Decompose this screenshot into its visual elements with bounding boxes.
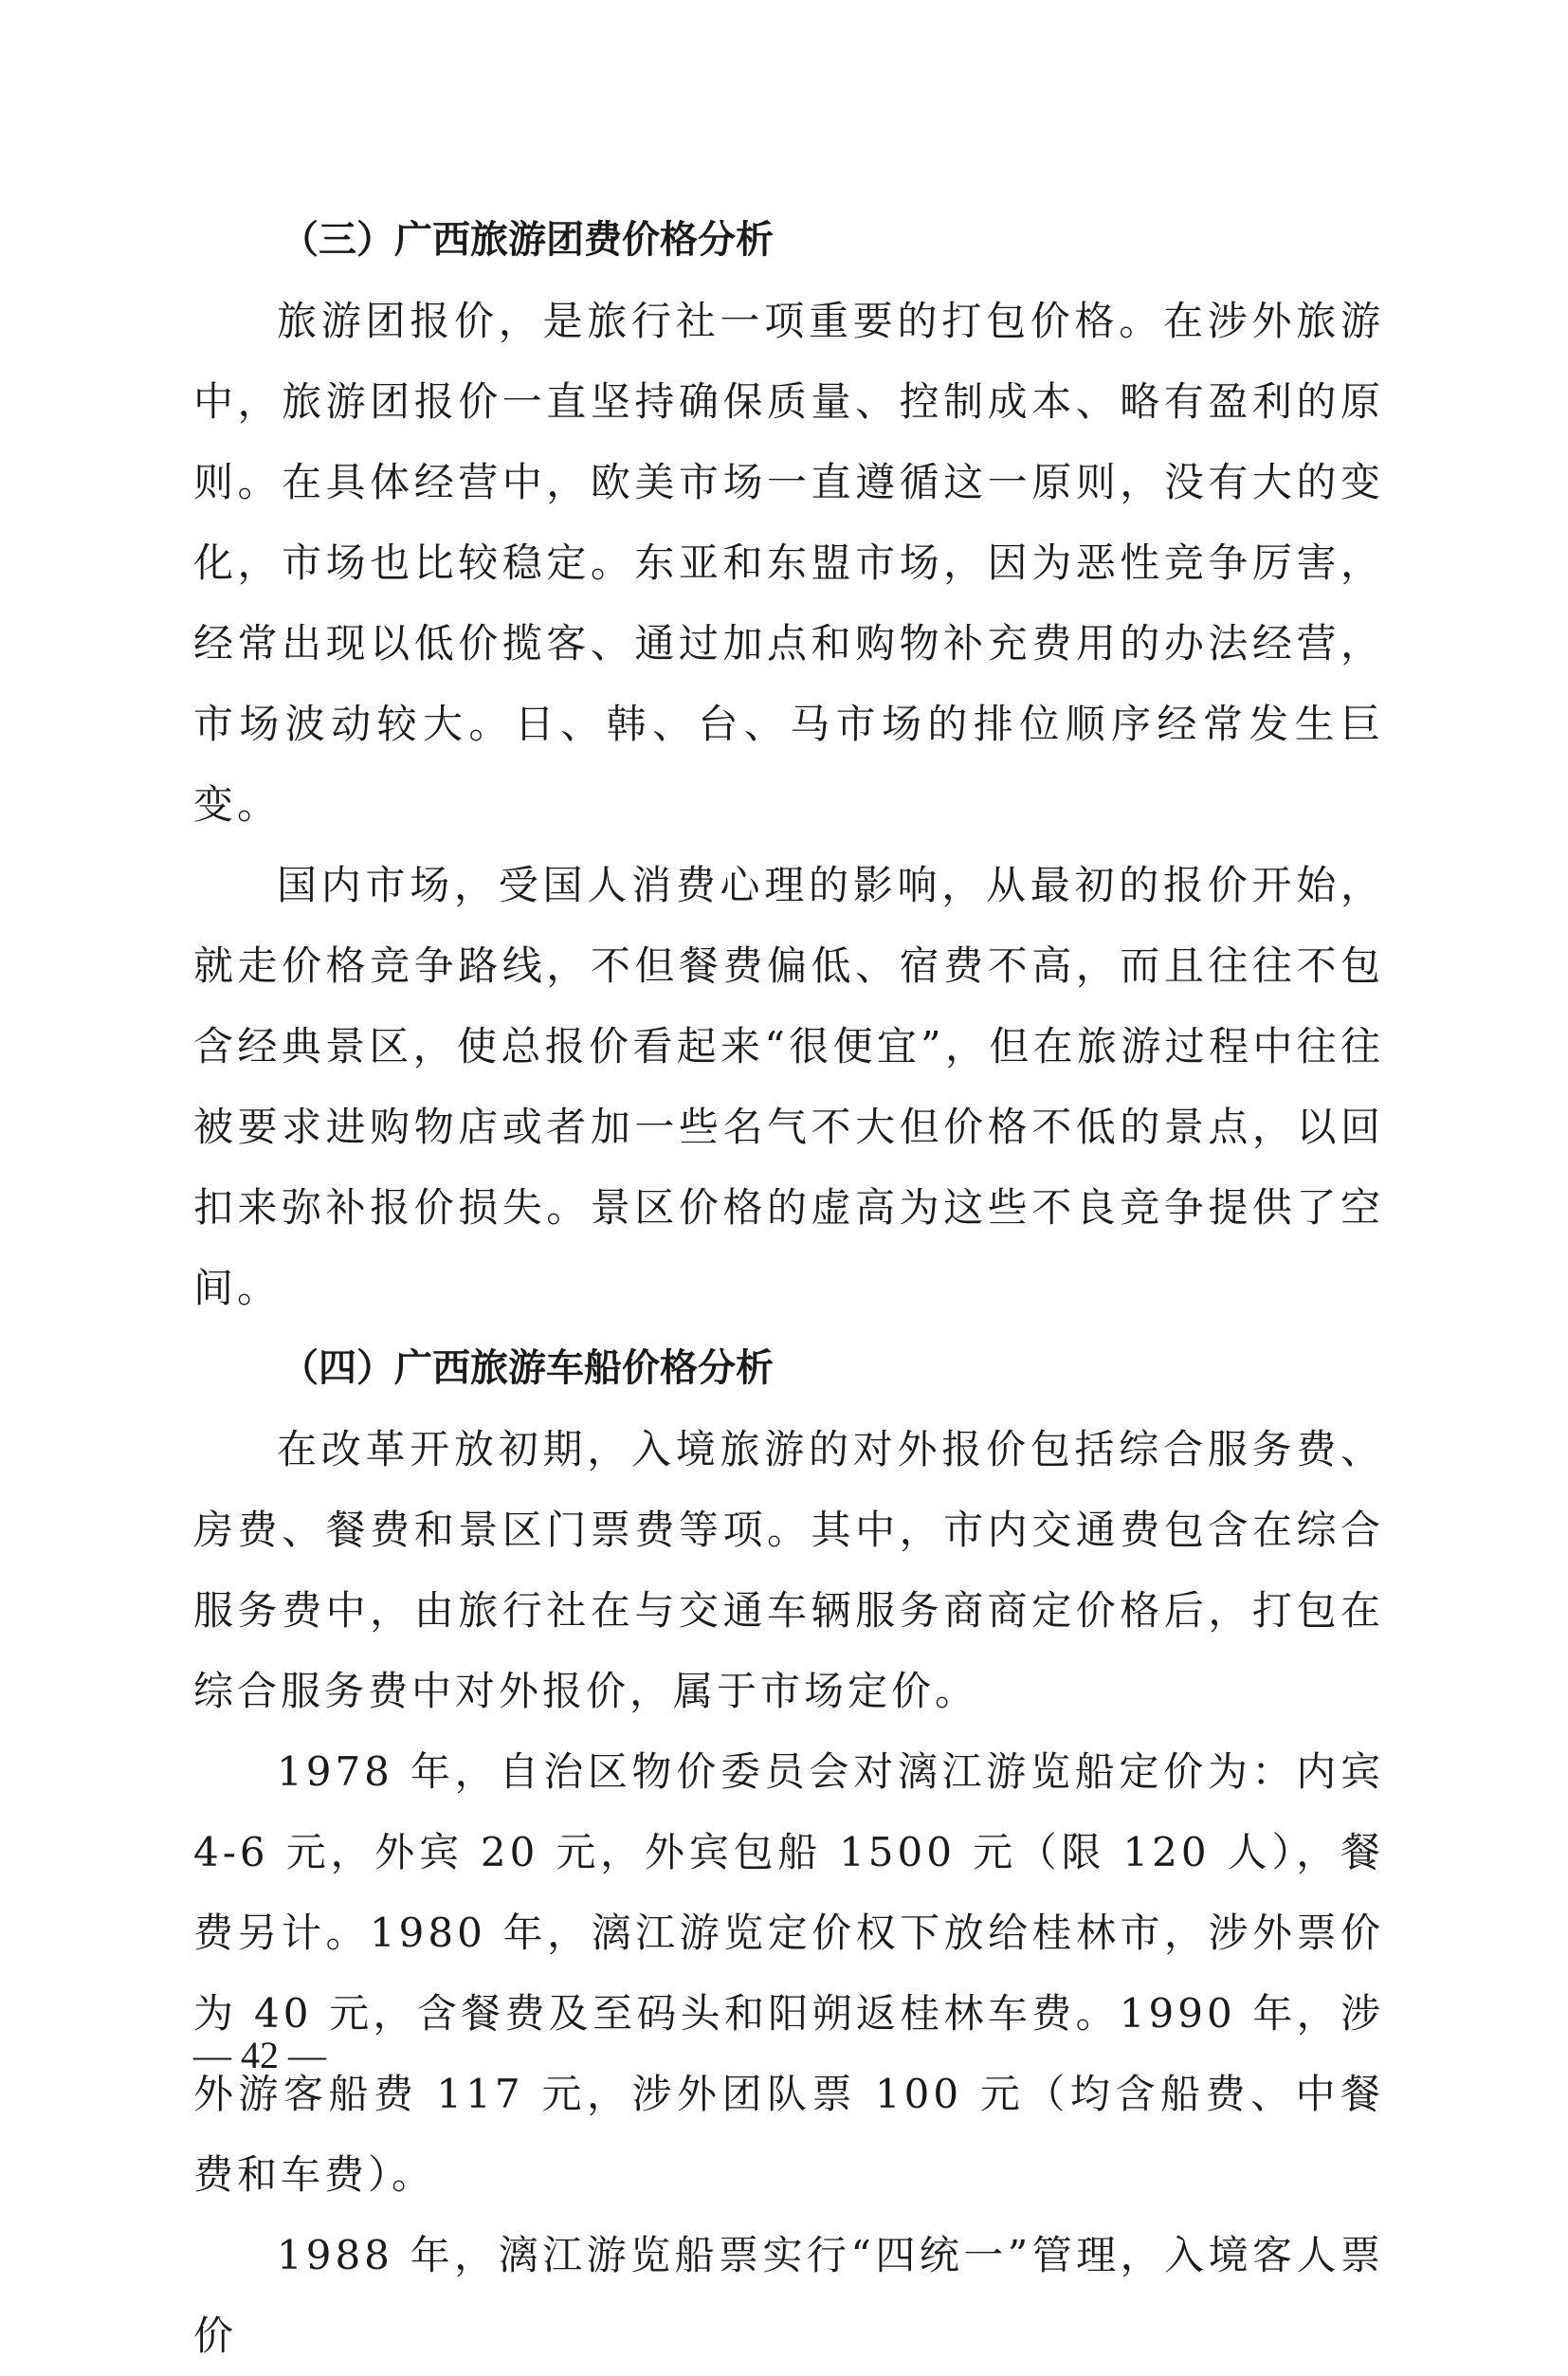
paragraph: 在改革开放初期，入境旅游的对外报价包括综合服务费、房费、餐费和景区门票费等项。其中，市内交通费包含在综合服务费中，由旅行社在与交通车辆服务商商定价格后，打包在综合服务费中对外报价，属于市场定价。 [193,1426,1384,1714]
page-content [193,200,1384,2376]
paragraph: 1988 年，漓江游览船票实行“四统一”管理，入境客人票价 [193,2232,1384,2359]
paragraph: 旅游团报价，是旅行社一项重要的打包价格。在涉外旅游中，旅游团报价一直坚持确保质量、控制成本、略有盈利的原则。在具体经营中，欧美市场一直遵循这一原则，没有大的变化，市场也比较稳定。东亚和东盟市场，因为恶性竞争厉害，经常出现以低价揽客、通过加点和购物补充费用的办法经营，市场波动较大。日、韩、台、马市场的排位顺序经常发生巨变。 [193,298,1384,828]
paragraph: 国内市场，受国人消费心理的影响，从最初的报价开始，就走价格竞争路线，不但餐费偏低、宿费不高，而且往往不包含经典景区，使总报价看起来“很便宜”，但在旅游过程中往往被要求进购物店或者加一些名气不大但价格不低的景点，以回扣来弥补报价损失。景区价格的虚高为这些不良竞争提供了空间。 [193,862,1384,1311]
paragraph: 1978 年，自治区物价委员会对漓江游览船定价为：内宾 4-6 元，外宾 20 元，外宾包船 1500 元（限 120 人），餐费另计。1980 年，漓江游览定价权下放给桂林市，涉外票价为 40 元，含餐费及至码头和阳朔返桂林车费。1990 年，涉外游客船费 117 元，涉外团队票 100 元（均含船费、中餐费和车费）。 [193,1748,1384,2198]
section-heading-vehicle-boat-price: （四）广西旅游车船价格分析 [281,1346,774,1390]
page-number: — 42 — [193,2034,326,2076]
section-heading-tour-group-price: （三）广西旅游团费价格分析 [281,218,774,262]
